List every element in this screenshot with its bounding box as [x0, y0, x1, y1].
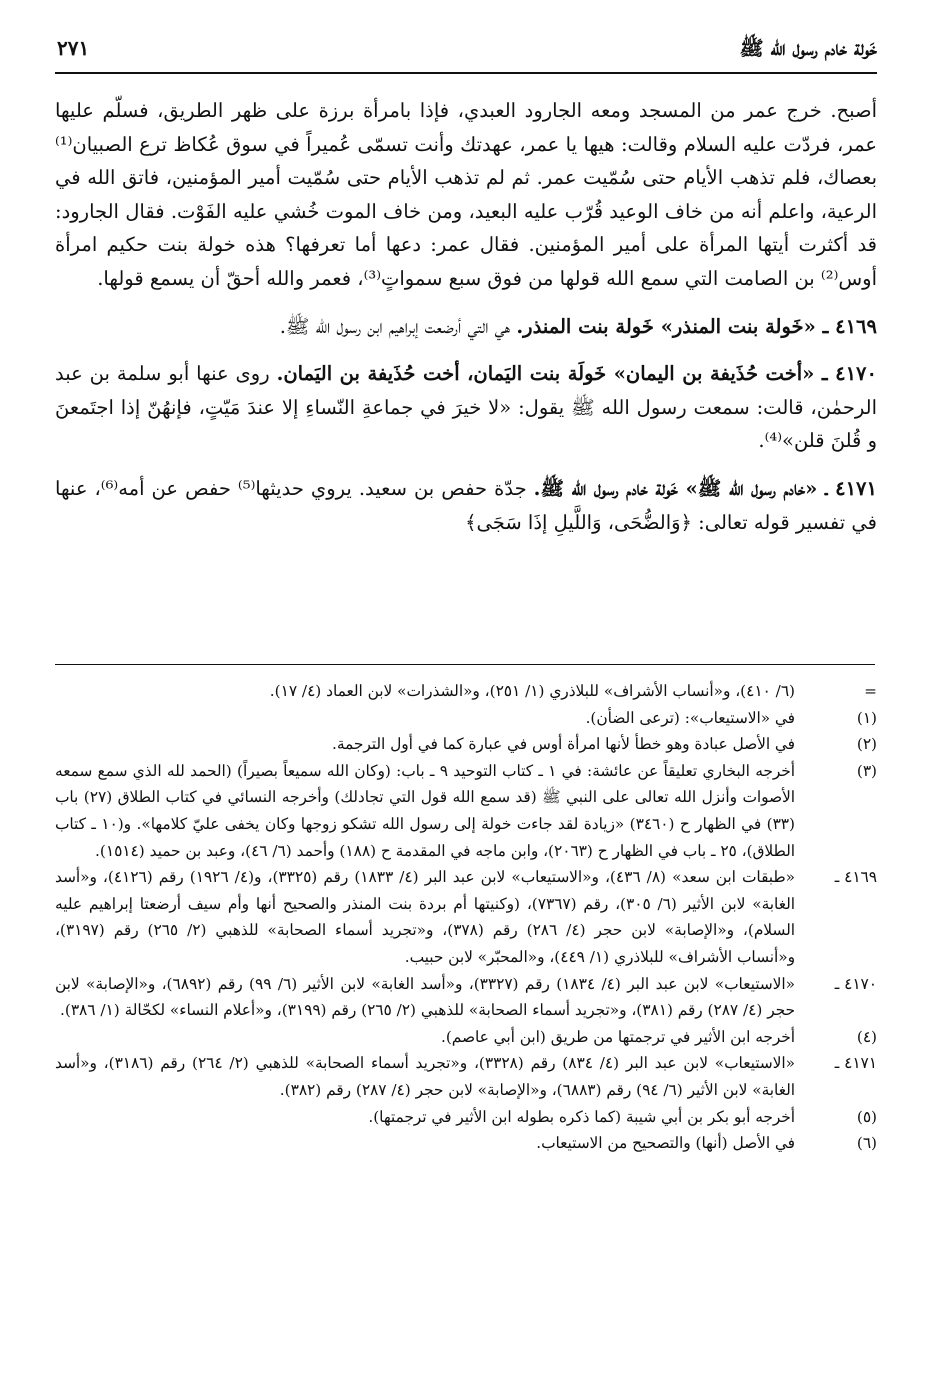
footnote-text: في «الاستيعاب»: (ترعى الضأن).: [585, 708, 795, 727]
footnote: [55, 1130, 877, 1157]
page-title: خَولة خادم رسول الله ﷺ: [739, 36, 877, 60]
footnote-text: في الأصل (أنها) والتصحيح من الاستيعاب.: [536, 1134, 795, 1153]
entry-4171: [55, 472, 877, 539]
footnote: [55, 731, 877, 758]
footnote-text: أخرجه البخاري تعليقاً عن عائشة: في ١ ـ كتاب التوحيد ٩ ـ باب: (وكان الله سميعاً بصيراً) (الحمد لله الذي سمع سمعه الأصوات وأنزل الله تعالى على النبي ﷺ (قد سمع الله قول التي تجادلك) وأخرجه النسائي في كتاب الطلاق (٢٧) باب (٣٣) في الظهار ح (٣٤٦٠) «زيادة لقد جاءت خولة إلى رسول الله تشكو زوجها وكان يخفى عليّ كلامها». و(١٠ ـ كتاب الطلاق)، ٢٥ ـ باب في الظهار ح (٢٠٦٣)، وابن ماجه في المقدمة ح (١٨٨) وأحمد (٦/ ٤٦)، وعبد بن حميد (١٥١٤).: [55, 761, 796, 860]
entry-heading: ٤١٧١ ـ «خادم رسول الله ﷺ» خَولة خادم رسول الله ﷺ.: [533, 476, 877, 500]
footnote: [55, 971, 877, 1024]
footnote: [55, 864, 877, 970]
footnote: [55, 758, 877, 864]
footnote: [55, 705, 877, 732]
entry-heading: ٤١٧٠ ـ «أخت حُذَيفة بن اليمان» خَولَة بنت اليَمان، أخت حُذَيفة بن اليَمان.: [276, 362, 878, 386]
footnote-label: ٤١٧١ ـ: [834, 1054, 877, 1073]
running-header: [55, 32, 877, 74]
page-number: ٢٧١: [57, 36, 90, 60]
footnote-label: ٤١٦٩ ـ: [834, 868, 877, 887]
footnote-label: (٦): [856, 1134, 877, 1153]
footnote-text: (٦/ ٤١٠)، و«أنساب الأشراف» للبلاذري (١/ ٢٥١)، و«الشذرات» لابن العماد (٤/ ١٧).: [269, 682, 795, 700]
footnote: [55, 1104, 877, 1131]
footnote-label: (٢): [856, 735, 877, 754]
footnote-label: (٥): [856, 1107, 877, 1126]
footnote-label: (١): [856, 708, 877, 727]
footnote-text: «طبقات ابن سعد» (٨/ ٤٣٦)، و«الاستيعاب» لابن عبد البر (٤/ ١٨٣٣) رقم (٣٣٢٥)، و(٤/ ١٩٢٦) رقم (٤١٢٦)، و«أسد الغابة» لابن الأثير (٦/ ٣٠٥)، رقم (٧٣٦٧)، (وكنيتها أم بردة بنت المنذر والصحيح أنها وأم سيف أرضعتا إبراهيم عليه السلام)، و«الإصابة» لابن حجر (٤/ ٢٨٦) رقم (٣٧٨)، و«تجريد أسماء الصحابة» للذهبي (٢/ ٢٦٥) رقم (٣١٩٧)، و«أنساب الأشراف» للبلاذري (١/ ٤٤٩)، و«المحبّر» لابن حبيب.: [55, 868, 795, 966]
entry-text: جدّة حفص بن سعيد. يروي حديثها⁽⁵⁾ حفص عن أمه⁽⁶⁾، عنها في تفسير قوله تعالى: ﴿وَالضُّحَى، وَاللَّيلِ إذَا سَجَى﴾: [55, 476, 877, 534]
footnote-divider: [55, 664, 875, 665]
main-text: [55, 94, 877, 539]
intro-paragraph: أصبح. خرج عمر من المسجد ومعه الجارود العبدي، فإذا بامرأة برزة على ظهر الطريق، فسلّم عليها عمر، فردّت عليه السلام وقالت: هيها يا عمر، عهدتك وأنت تسمّى عُميراً في سوق عُكاظ ترع الصبيان⁽¹⁾ بعصاك، فلم تذهب الأيام حتى سُمّيت عمر. ثم لم تذهب الأيام حتى سُمّيت أمير المؤمنين، فاتق الله في الرعية، واعلم أنه من خاف الوعيد قُرّب عليه البعيد، ومن خاف الموت خُشي عليه الفَوْت. فقال الجارود: قد أكثرت أيتها المرأة على أمير المؤمنين. فقال عمر: دعها أما تعرفها؟ هذه خولة بنت حكيم امرأة أوس⁽²⁾ بن الصامت التي سمع الله قولها من فوق سبع سمواتٍ⁽³⁾، فعمر والله أحقّ أن يسمع قولها.: [55, 99, 877, 290]
footnote: [55, 1024, 877, 1051]
footnote-label: (٣): [856, 761, 877, 780]
footnotes: [55, 678, 877, 1157]
footnote: [55, 678, 877, 705]
entry-heading: ٤١٦٩ ـ «خَولة بنت المنذر» خَولة بنت المنذر.: [516, 314, 877, 338]
entry-text: روى عنها أبو سلمة بن عبد الرحمٰن، قالت: سمعت رسول الله ﷺ يقول: «لا خيرَ في جماعةِ النّساءِ إلا عندَ مَيّتٍ، فإنهُنّ إذا اجتَمعنَ و قُلنَ قلن»⁽⁴⁾.: [55, 362, 877, 453]
footnote-text: في الأصل عبادة وهو خطأ لأنها امرأة أوس في عبارة كما في أول الترجمة.: [331, 735, 795, 754]
footnote-label: =: [864, 682, 877, 700]
footnote-label: (٤): [856, 1027, 877, 1046]
footnote-text: أخرجه ابن الأثير في ترجمتها من طريق (ابن أبي عاصم).: [440, 1027, 795, 1046]
footnote-text: «الاستيعاب» لابن عبد البر (٤/ ٨٣٤) رقم (٣٣٢٨)، و«تجريد أسماء الصحابة» للذهبي (٢/ ٢٦٤) رقم (٣١٨٦)، و«أسد الغابة» لابن الأثير (٦/ ٩٤) رقم (٦٨٨٣)، و«الإصابة» لابن حجر (٤/ ٢٨٧) رقم (٣٨٢).: [55, 1054, 795, 1099]
footnote-text: أخرجه أبو بكر بن أبي شيبة (كما ذكره بطوله ابن الأثير في ترجمتها).: [368, 1107, 795, 1126]
footnote: [55, 1050, 877, 1103]
entry-4169: [55, 310, 877, 344]
entry-text: هي التي أرضعت إبراهيم ابن رسول الله ﷺ.: [279, 314, 511, 338]
footnote-text: «الاستيعاب» لابن عبد البر (٤/ ١٨٣٤) رقم (٣٣٢٧)، و«أسد الغابة» لابن الأثير (٦/ ٩٩) رقم (٦٨٩٢)، و«الإصابة» لابن حجر (٤/ ٢٨٧) رقم (٣٨١)، و«تجريد أسماء الصحابة» للذهبي (٢/ ٢٦٥) رقم (٣١٩٩)، و«أعلام النساء» لكحّالة (١/ ٣٨٦).: [55, 974, 795, 1020]
entry-4170: [55, 357, 877, 458]
footnote-label: ٤١٧٠ ـ: [834, 974, 877, 993]
